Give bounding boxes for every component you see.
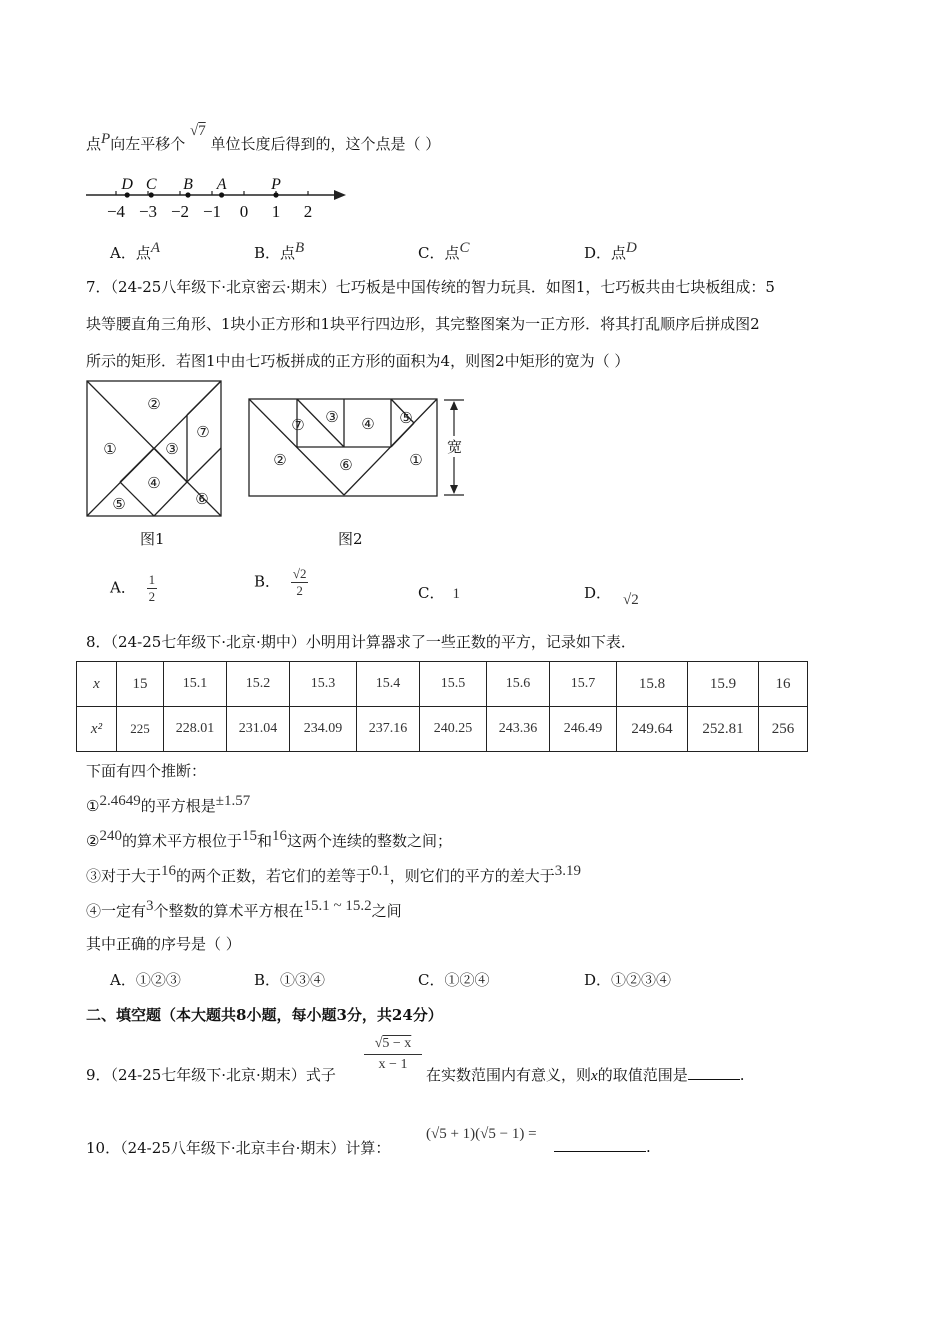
q9-radicand: 5 − x bbox=[382, 1036, 412, 1051]
s-part: ① bbox=[86, 797, 100, 815]
q8-option-b[interactable] bbox=[254, 969, 325, 990]
tick-label: −2 bbox=[170, 202, 190, 221]
point-marker bbox=[149, 192, 154, 197]
option-letter: C． bbox=[418, 244, 445, 262]
table-cell: 237.16 bbox=[357, 707, 420, 752]
q8-statement-1 bbox=[86, 793, 250, 816]
q8-option-d[interactable] bbox=[584, 969, 671, 990]
table-cell: 249.64 bbox=[617, 707, 688, 752]
fraction bbox=[147, 572, 158, 605]
q7-stem-line1: 7．（24-25八年级下·北京密云·期末）七巧板是中国传统的智力玩具．如图1，七巧板共由七块板组成：5 bbox=[86, 278, 775, 296]
fig2-caption: 图2 bbox=[338, 530, 363, 548]
option-text: 点 bbox=[611, 244, 627, 262]
table-row bbox=[77, 707, 808, 752]
s-num: 2.4649 bbox=[99, 793, 141, 809]
q7-stem-line3: 所示的矩形．若图1中由七巧板拼成的正方形的面积为4，则图2中矩形的宽为（ ） bbox=[86, 352, 630, 370]
table-cell: 15.9 bbox=[688, 662, 759, 707]
q9-prefix: 9．（24-25七年级下·北京·期末）式子 bbox=[86, 1066, 336, 1084]
fig1-piece-label: ④ bbox=[147, 474, 161, 492]
s-part: 的算术平方根位于 bbox=[121, 832, 242, 850]
denominator: 2 bbox=[296, 583, 303, 598]
point-label: A bbox=[216, 176, 227, 193]
table-cell: 231.04 bbox=[227, 707, 290, 752]
tick-label: 0 bbox=[239, 202, 249, 221]
table-cell: 15.6 bbox=[487, 662, 550, 707]
option-letter: B． bbox=[254, 572, 281, 591]
q7-option-d[interactable] bbox=[584, 582, 639, 608]
tick-label: 2 bbox=[303, 202, 313, 221]
fig2-piece-label: ② bbox=[273, 451, 287, 469]
q6-sqrt: √7 bbox=[189, 123, 206, 139]
tangram-figure-2 bbox=[248, 398, 472, 500]
s-part: 的两个正数，若它们的差等于 bbox=[176, 867, 372, 885]
section-title: 二、填空题（本大题共8小题，每小题3分，共24分） bbox=[86, 1006, 443, 1024]
number-line bbox=[80, 168, 360, 222]
q7-option-b[interactable] bbox=[254, 566, 308, 599]
q9-denominator: x − 1 bbox=[378, 1057, 408, 1072]
option-text: ①②③ bbox=[135, 971, 181, 989]
option-text: 点 bbox=[280, 244, 296, 262]
option-var: B bbox=[295, 240, 305, 256]
q6-prefix: 点 bbox=[86, 135, 102, 153]
fig1-piece-label: ① bbox=[103, 440, 117, 458]
s-part: ，则它们的平方的差大于 bbox=[389, 867, 555, 885]
table-cell: 240.25 bbox=[420, 707, 487, 752]
q7-option-a[interactable] bbox=[110, 572, 157, 605]
option-letter: B． bbox=[254, 244, 281, 262]
option-text: ①③④ bbox=[280, 971, 326, 989]
q6-radicand: 7 bbox=[198, 123, 206, 139]
s-part: 和 bbox=[256, 832, 272, 850]
point-marker bbox=[125, 192, 130, 197]
fig2-piece-label: ⑦ bbox=[291, 416, 305, 434]
s-num: ±1.57 bbox=[215, 793, 251, 809]
fraction bbox=[291, 566, 309, 599]
option-text: ①②④ bbox=[444, 971, 490, 989]
q9-suffix: 的取值范围是 bbox=[597, 1066, 688, 1084]
q8-option-c[interactable] bbox=[418, 969, 490, 990]
tick-label: −1 bbox=[202, 202, 222, 221]
s-part: 这两个连续的整数之间； bbox=[286, 832, 452, 850]
s-part: 之间 bbox=[371, 902, 402, 920]
fig2-piece-label: ① bbox=[409, 451, 423, 469]
option-letter: D． bbox=[584, 244, 612, 262]
option-letter: A． bbox=[110, 578, 136, 597]
table-cell: 15.2 bbox=[227, 662, 290, 707]
fig1-piece-label: ⑥ bbox=[195, 490, 209, 508]
table-cell: 15.7 bbox=[550, 662, 617, 707]
q10-tail bbox=[554, 1137, 651, 1156]
row-label bbox=[77, 662, 117, 707]
s-part: 的平方根是 bbox=[140, 797, 216, 815]
table-cell: 15 bbox=[117, 662, 164, 707]
q9-answer-blank[interactable] bbox=[688, 1065, 740, 1080]
tangram-figure-1 bbox=[86, 380, 224, 520]
option-letter: D． bbox=[584, 971, 612, 989]
q6-var-p: P bbox=[101, 131, 111, 147]
q8-intro: 下面有四个推断： bbox=[86, 762, 207, 780]
option-text: 点 bbox=[444, 244, 460, 262]
fig1-piece-label: ② bbox=[147, 395, 161, 413]
point-label: C bbox=[145, 176, 157, 193]
option-value: 1 bbox=[452, 586, 460, 602]
point-marker bbox=[273, 192, 278, 197]
denominator: 2 bbox=[148, 589, 156, 604]
q9-fraction bbox=[364, 1036, 422, 1073]
table-cell: 15.4 bbox=[357, 662, 420, 707]
q9-var: x bbox=[591, 1068, 598, 1084]
s-num: 16 bbox=[161, 863, 177, 879]
squares-table bbox=[76, 661, 808, 752]
s-part: ② bbox=[86, 832, 100, 850]
s-part: ④一定有 bbox=[86, 902, 147, 920]
width-label: 宽 bbox=[447, 438, 463, 456]
fig2-piece-label: ③ bbox=[325, 408, 339, 426]
q6-option-b[interactable] bbox=[254, 240, 304, 263]
tick-label: −3 bbox=[138, 202, 158, 221]
q9-mid: 在实数范围内有意义，则 bbox=[426, 1066, 592, 1084]
table-cell: 15.5 bbox=[420, 662, 487, 707]
point-label: D bbox=[121, 176, 133, 193]
option-letter: C． bbox=[418, 584, 445, 602]
table-cell: 252.81 bbox=[688, 707, 759, 752]
q10-expression: (√5 + 1)(√5 − 1) = bbox=[426, 1126, 537, 1142]
q8-statement-4 bbox=[86, 898, 402, 921]
option-letter: A． bbox=[110, 971, 136, 989]
option-letter: D． bbox=[584, 584, 612, 602]
option-letter: B． bbox=[254, 971, 281, 989]
fig1-piece-label: ⑦ bbox=[196, 423, 210, 441]
table-cell: 256 bbox=[759, 707, 808, 752]
fig1-piece-label: ③ bbox=[165, 440, 179, 458]
fig1-piece-label: ⑤ bbox=[112, 495, 126, 513]
s-num: 15.1 ~ 15.2 bbox=[303, 898, 372, 914]
q6-option-a[interactable] bbox=[110, 240, 160, 263]
row-label-text: x bbox=[93, 675, 100, 692]
option-text: 点 bbox=[135, 244, 151, 262]
s-part: ③对于大于 bbox=[86, 867, 162, 885]
point-label: P bbox=[271, 176, 281, 193]
q6-mid: 向左平移个 bbox=[110, 135, 186, 153]
q9-numerator: √5 − x bbox=[364, 1036, 422, 1055]
q6-suffix: 单位长度后得到的，这个点是（ ） bbox=[210, 135, 441, 153]
row-label-text: x² bbox=[90, 720, 103, 737]
option-var: C bbox=[459, 240, 470, 256]
table-cell: 225 bbox=[117, 707, 164, 752]
fig1-caption: 图1 bbox=[140, 530, 165, 548]
numerator: 1 bbox=[148, 572, 156, 587]
s-num: 0.1 bbox=[371, 863, 390, 879]
q6-option-d[interactable] bbox=[584, 240, 637, 263]
option-letter: A． bbox=[110, 244, 136, 262]
q8-statement-3 bbox=[86, 863, 581, 886]
table-cell: 228.01 bbox=[164, 707, 227, 752]
fig2-piece-label: ⑤ bbox=[399, 409, 413, 427]
q9-tail bbox=[426, 1064, 744, 1085]
point-marker bbox=[185, 192, 190, 197]
option-value: √2 bbox=[623, 592, 639, 608]
option-var: D bbox=[626, 240, 637, 256]
table-cell: 234.09 bbox=[290, 707, 357, 752]
s-num: 15 bbox=[241, 828, 257, 844]
table-cell: 243.36 bbox=[487, 707, 550, 752]
q8-statement-2 bbox=[86, 828, 452, 851]
q8-question: 其中正确的序号是（ ） bbox=[86, 935, 241, 953]
q6-option-c[interactable] bbox=[418, 240, 470, 263]
q10-prefix: 10．（24-25八年级下·北京丰台·期末）计算： bbox=[86, 1139, 391, 1157]
option-letter: C． bbox=[418, 971, 445, 989]
q7-stem-line2: 块等腰直角三角形、1块小正方形和1块平行四边形，其完整图案为一正方形．将其打乱顺序后拼成图2 bbox=[86, 315, 760, 333]
point-label: B bbox=[183, 176, 193, 193]
table-cell: 15.3 bbox=[290, 662, 357, 707]
q8-option-a[interactable] bbox=[110, 969, 181, 990]
q10-end: . bbox=[646, 1138, 651, 1156]
table-cell: 246.49 bbox=[550, 707, 617, 752]
s-num: 240 bbox=[99, 828, 122, 844]
table-cell: 16 bbox=[759, 662, 808, 707]
row-label bbox=[77, 707, 117, 752]
option-text: ①②③④ bbox=[611, 971, 672, 989]
q7-option-c[interactable] bbox=[418, 582, 460, 603]
tick-label: −4 bbox=[106, 202, 126, 221]
q9-end: . bbox=[739, 1066, 745, 1084]
fig2-piece-label: ④ bbox=[361, 415, 375, 433]
tick-label: 1 bbox=[271, 202, 281, 221]
numerator: √2 bbox=[292, 566, 307, 581]
q6-stem bbox=[86, 123, 441, 154]
s-part: 个整数的算术平方根在 bbox=[153, 902, 304, 920]
table-cell: 15.1 bbox=[164, 662, 227, 707]
q10-answer-blank[interactable] bbox=[554, 1137, 646, 1152]
s-num: 3.19 bbox=[554, 863, 582, 879]
fig2-piece-label: ⑥ bbox=[339, 456, 353, 474]
point-marker bbox=[219, 192, 224, 197]
table-row bbox=[77, 662, 808, 707]
s-num: 3 bbox=[146, 898, 154, 914]
q8-stem: 8．（24-25七年级下·北京·期中）小明用计算器求了一些正数的平方，记录如下表． bbox=[86, 633, 636, 651]
table-cell: 15.8 bbox=[617, 662, 688, 707]
s-num: 16 bbox=[271, 828, 287, 844]
option-var: A bbox=[150, 240, 161, 256]
